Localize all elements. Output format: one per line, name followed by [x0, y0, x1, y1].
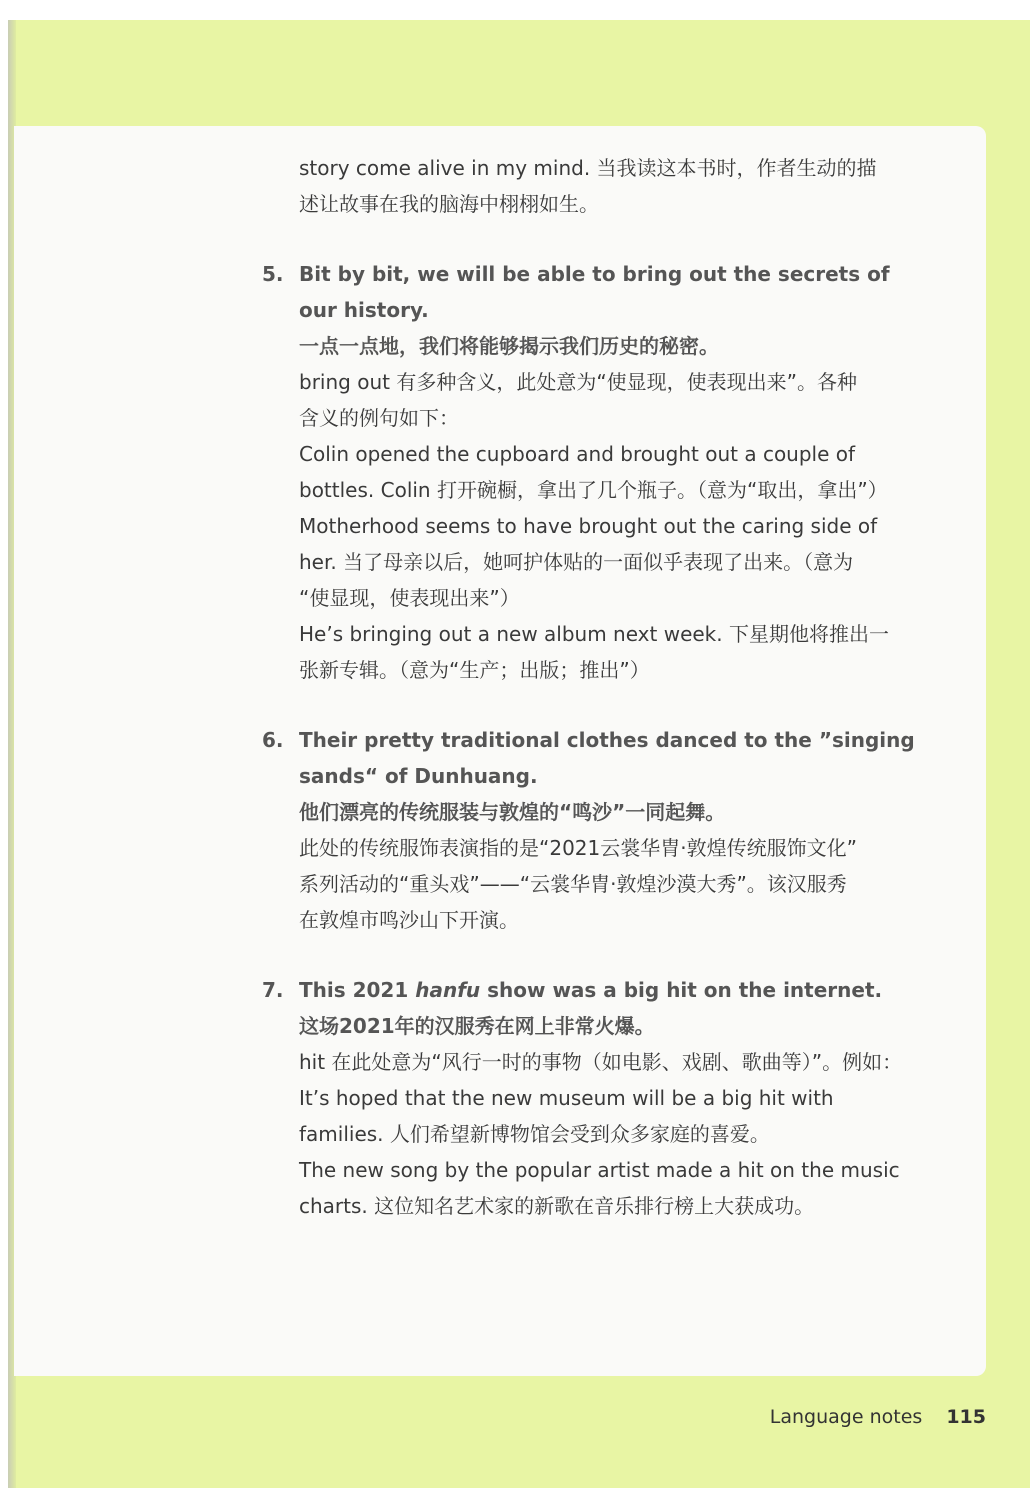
note-body-line: bottles. Colin 打开碗橱，拿出了几个瓶子。（意为“取出，拿出”）: [299, 478, 888, 502]
note-7: [262, 972, 912, 1224]
note-body-line: hit 在此处意为“风行一时的事物（如电影、戏剧、歌曲等）”。例如：: [299, 1050, 903, 1074]
intro-line: story come alive in my mind. 当我读这本书时，作者生动的描: [299, 156, 877, 180]
note-body-line: “使显现，使表现出来”）: [299, 586, 520, 610]
notes-text: [262, 150, 915, 1224]
note-5: [262, 256, 912, 688]
note-translation: 这场2021年的汉服秀在网上非常火爆。: [299, 1014, 655, 1038]
note-body-line: 含义的例句如下：: [299, 406, 459, 430]
note-body-line: Motherhood seems to have brought out the caring side of: [299, 514, 878, 538]
note-body-line: families. 人们希望新博物馆会受到众多家庭的喜爱。: [299, 1122, 770, 1146]
note-body-line: 系列活动的“重头戏”——“云裳华胄·敦煌沙漠大秀”。该汉服秀: [299, 872, 847, 896]
note-body-line: He’s bringing out a new album next week. 下星期他将推出一: [299, 622, 889, 646]
note-number: 6.: [262, 728, 284, 752]
note-heading: Their pretty traditional clothes danced to the ”singing: [299, 728, 915, 752]
intro-line: 述让故事在我的脑海中栩栩如生。: [299, 192, 599, 216]
heading-italic-term: hanfu: [415, 978, 481, 1002]
note-heading: Bit by bit, we will be able to bring out the secrets of: [299, 262, 890, 286]
heading-text: show was a big hit on the internet.: [480, 978, 883, 1002]
note-heading: our history.: [299, 298, 429, 322]
note-heading: sands“ of Dunhuang.: [299, 764, 538, 788]
note-heading: [299, 972, 912, 1008]
note-body-line: It’s hoped that the new museum will be a big hit with: [299, 1086, 834, 1110]
heading-text: This 2021: [299, 978, 416, 1002]
note-number: 5.: [262, 262, 284, 286]
page-number: 115: [946, 1406, 986, 1428]
note-translation: 他们漂亮的传统服装与敦煌的“鸣沙”一同起舞。: [299, 800, 726, 824]
page-footer: [770, 1406, 986, 1428]
note-number: 7.: [262, 978, 284, 1002]
note-body-line: 此处的传统服饰表演指的是“2021云裳华胄·敦煌传统服饰文化”: [299, 836, 857, 860]
note-body-line: bring out 有多种含义，此处意为“使显现，使表现出来”。各种: [299, 370, 858, 394]
note-body-line: Colin opened the cupboard and brought out a couple of: [299, 442, 856, 466]
note-translation: 一点一点地，我们将能够揭示我们历史的秘密。: [299, 334, 719, 358]
note-body-line: 在敦煌市鸣沙山下开演。: [299, 908, 519, 932]
note-body-line: charts. 这位知名艺术家的新歌在音乐排行榜上大获成功。: [299, 1194, 815, 1218]
intro-paragraph: [262, 150, 912, 222]
section-label: Language notes: [769, 1406, 923, 1428]
note-body-line: her. 当了母亲以后，她呵护体贴的一面似乎表现了出来。（意为: [299, 550, 854, 574]
note-6: [262, 722, 915, 938]
note-body-line: 张新专辑。（意为“生产；出版；推出”）: [299, 658, 650, 682]
note-body-line: The new song by the popular artist made a hit on the music: [299, 1158, 900, 1182]
